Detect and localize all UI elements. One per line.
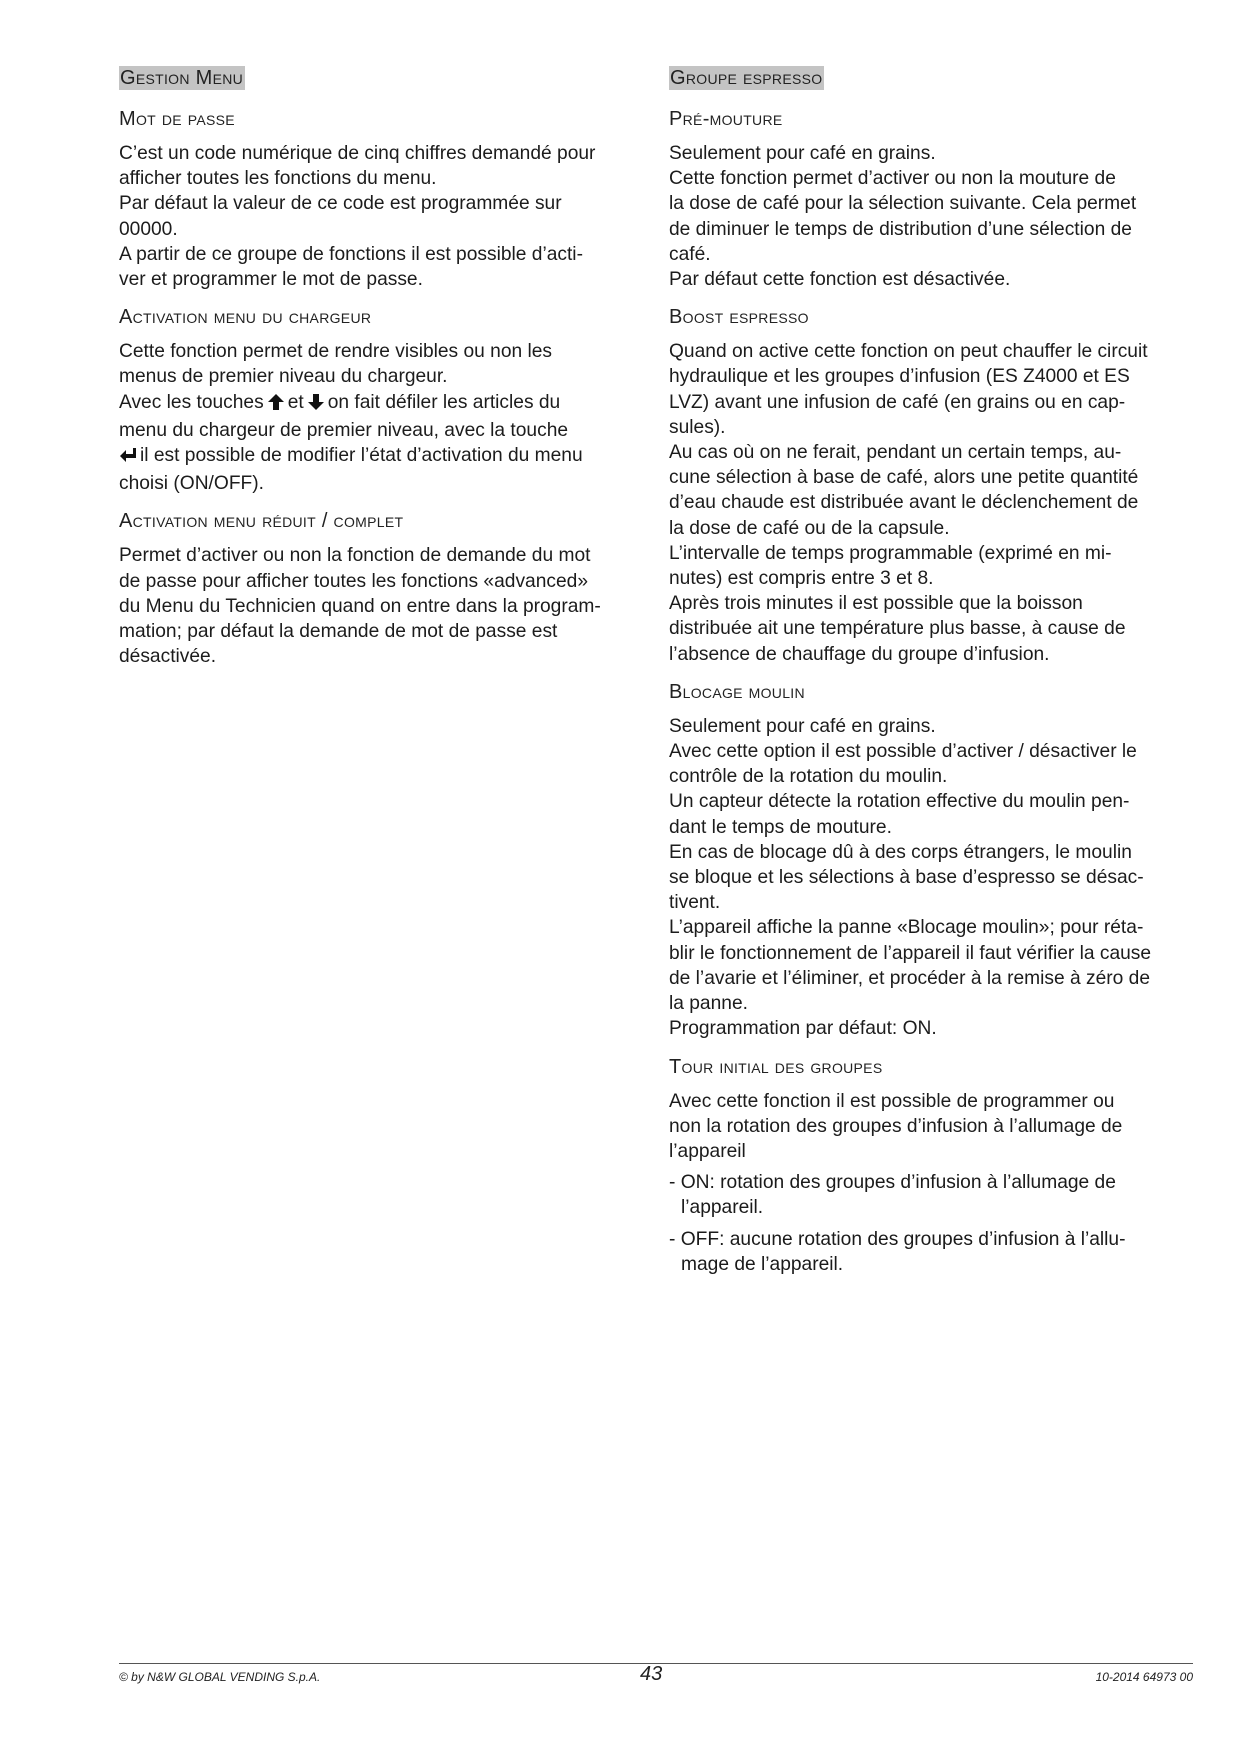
text-line: Avec cette fonction il est possible de programmer ou	[669, 1090, 1115, 1112]
arrow-down-icon	[307, 393, 325, 418]
text-line: la dose de café ou de la capsule.	[669, 517, 950, 539]
text-line: ver et programmer le mot de passe.	[119, 269, 423, 291]
text-line: Par défaut cette fonction est désactivée.	[669, 269, 1011, 291]
paragraph-mot-de-passe	[119, 141, 644, 292]
enter-return-icon	[119, 446, 137, 471]
text-line: menus de premier niveau du chargeur.	[119, 366, 448, 388]
text-line: menu du chargeur de premier niveau, avec la touche	[119, 419, 569, 441]
text-line: Au cas où on ne ferait, pendant un certain temps, au-	[669, 442, 1122, 464]
text-line: C’est un code numérique de cinq chiffres demandé pour	[119, 143, 596, 164]
text-line: se bloque et les sélections à base d’espresso se désac-	[669, 867, 1144, 889]
text-fragment: Avec les touches	[119, 391, 264, 413]
text-line: - OFF: aucune rotation des groupes d’infusion à l’allu-	[669, 1228, 1126, 1250]
heading-activation-menu-reduit: Activation menu réduit / complet	[119, 510, 404, 533]
text-line: la dose de café pour la sélection suivante. Cela permet	[669, 193, 1137, 215]
heading-boost-espresso: Boost espresso	[669, 306, 809, 329]
heading-blocage-moulin: Blocage moulin	[669, 680, 805, 703]
text-fragment: et	[287, 391, 304, 413]
text-line-with-keys	[119, 390, 644, 418]
text-line: afficher toutes les fonctions du menu.	[119, 168, 437, 190]
text-line: distribuée ait une température plus basse, à cause de	[669, 618, 1126, 640]
text-line: Permet d’activer ou non la fonction de demande du mot	[119, 545, 591, 567]
paragraph-boost-espresso	[669, 339, 1194, 667]
text-line: la panne.	[669, 993, 748, 1015]
left-column	[119, 66, 644, 683]
text-line: L’appareil affiche la panne «Blocage moulin»; pour réta-	[669, 917, 1144, 939]
text-line: choisi (ON/OFF).	[119, 473, 264, 495]
tour-initial-options-list	[669, 1170, 1194, 1277]
text-line: dant le temps de mouture.	[669, 816, 892, 838]
text-line: d’eau chaude est distribuée avant le déclenchement de	[669, 492, 1139, 514]
text-line: l’absence de chauffage du groupe d’infusion.	[669, 643, 1050, 665]
text-fragment: il est possible de modifier l’état d’activation du menu	[140, 445, 583, 467]
right-column	[669, 66, 1194, 1287]
text-line: contrôle de la rotation du moulin.	[669, 766, 948, 788]
text-line: de l’avarie et l’éliminer, et procéder à la remise à zéro de	[669, 967, 1150, 989]
text-line: Après trois minutes il est possible que la boisson	[669, 593, 1083, 615]
section-title-groupe-espresso: Groupe espresso	[670, 67, 823, 89]
page-number: 43	[640, 1663, 663, 1685]
paragraph-pre-mouture	[669, 141, 1194, 292]
text-line: LVZ) avant une infusion de café (en grains ou en cap-	[669, 391, 1126, 413]
text-line: mation; par défaut la demande de mot de passe est	[119, 621, 558, 643]
footer-copyright: © by N&W GLOBAL VENDING S.p.A.	[119, 1670, 321, 1684]
text-line: non la rotation des groupes d’infusion à l’allumage de	[669, 1115, 1123, 1137]
text-line: l’appareil	[669, 1140, 746, 1162]
text-line: cune sélection à base de café, alors une petite quantité	[669, 467, 1139, 489]
text-line: l’appareil.	[681, 1197, 764, 1219]
text-line: nutes) est compris entre 3 et 8.	[669, 568, 934, 590]
list-item	[669, 1170, 1194, 1220]
heading-tour-initial-groupes: Tour initial des groupes	[669, 1055, 883, 1078]
paragraph-activation-menu-reduit	[119, 543, 644, 669]
text-line: Par défaut la valeur de ce code est programmée sur	[119, 193, 562, 215]
text-line: Avec cette option il est possible d’activer / désactiver le	[669, 741, 1137, 763]
paragraph-activation-menu-chargeur	[119, 339, 644, 496]
heading-pre-mouture: Pré-mouture	[669, 108, 783, 130]
text-line: 00000.	[119, 218, 178, 240]
text-line: café.	[669, 243, 711, 265]
text-line: mage de l’appareil.	[681, 1253, 844, 1275]
text-line: Quand on active cette fonction on peut chauffer le circuit	[669, 341, 1148, 363]
text-line: A partir de ce groupe de fonctions il est possible d’acti-	[119, 243, 583, 265]
text-line: de diminuer le temps de distribution d’une sélection de	[669, 218, 1132, 240]
paragraph-tour-initial-groupes	[669, 1089, 1194, 1165]
text-line: hydraulique et les groupes d’infusion (ES Z4000 et ES	[669, 366, 1130, 388]
text-fragment: on fait défiler les articles du	[327, 391, 561, 413]
text-line: - ON: rotation des groupes d’infusion à l’allumage de	[669, 1172, 1116, 1194]
arrow-up-icon	[267, 393, 285, 418]
footer-document-code: 10-2014 64973 00	[1095, 1670, 1193, 1684]
text-line: sules).	[669, 416, 726, 438]
heading-activation-menu-chargeur: Activation menu du chargeur	[119, 306, 372, 329]
text-line: Seulement pour café en grains.	[669, 715, 936, 737]
text-line: Programmation par défaut: ON.	[669, 1018, 937, 1040]
text-line: En cas de blocage dû à des corps étrangers, le moulin	[669, 841, 1132, 863]
list-item	[669, 1227, 1194, 1277]
paragraph-blocage-moulin	[669, 714, 1194, 1042]
text-line: Cette fonction permet de rendre visibles ou non les	[119, 341, 553, 363]
text-line-with-key	[119, 443, 644, 471]
text-line: de passe pour afficher toutes les fonctions «advanced»	[119, 570, 588, 592]
text-line: L’intervalle de temps programmable (exprimé en mi-	[669, 542, 1112, 564]
text-line: tivent.	[669, 892, 721, 914]
text-line: Cette fonction permet d’activer ou non la mouture de	[669, 168, 1116, 190]
heading-mot-de-passe: Mot de passe	[119, 108, 235, 130]
text-line: désactivée.	[119, 646, 217, 668]
text-line: blir le fonctionnement de l’appareil il faut vérifier la cause	[669, 942, 1152, 964]
text-line: Seulement pour café en grains.	[669, 143, 936, 164]
section-title-gestion-menu: Gestion Menu	[120, 67, 244, 89]
text-line: Un capteur détecte la rotation effective du moulin pen-	[669, 791, 1130, 813]
text-line: du Menu du Technicien quand on entre dans la program-	[119, 595, 601, 617]
